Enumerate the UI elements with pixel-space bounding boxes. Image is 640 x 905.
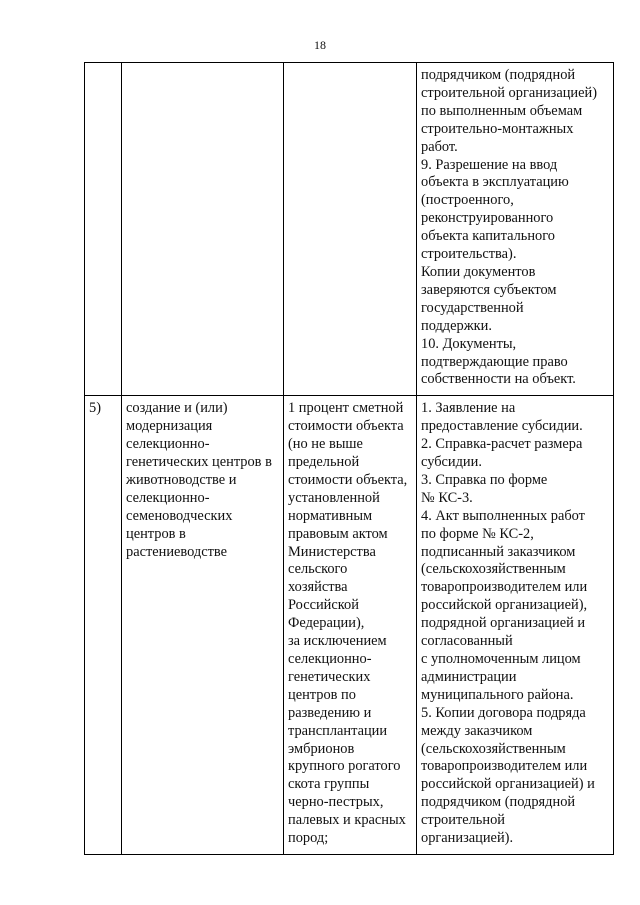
- rate-cell: [284, 396, 417, 855]
- activity-cell: [122, 396, 284, 855]
- row-number-cell: [85, 396, 122, 855]
- documents-text: подрядчиком (подрядной строительной организацией) по выполненным объемам строительно-монтажных работ. 9. Разрешение на ввод объекта в эксплуатацию (построенного, реконструированного объекта капитального строительства). Копии документов заверяются субъектом государственной поддержки. 10. Документы, подтверждающие право собственности на объект.: [421, 67, 597, 388]
- row-number-cell: [85, 63, 122, 396]
- row-number: 5): [89, 400, 101, 417]
- subsidy-table: [84, 62, 614, 855]
- activity-text: создание и (или) модернизация селекционно- генетических центров в животноводстве и селекционно- семеноводческих центров в растениеводстве: [126, 400, 272, 560]
- documents-cell: [417, 396, 614, 855]
- table-row: [85, 396, 614, 855]
- documents-text: 1. Заявление на предоставление субсидии. 2. Справка-расчет размера субсидии. 3. Справка по форме № КС-3. 4. Акт выполненных работ по форме № КС-2, подписанный заказчиком (сельскохозяйственным товаропроизводителем или российской организацией), подрядной организацией и согласованный с уполномоченным лицом администрации муниципального района. 5. Копии договора подряда между заказчиком (сельскохозяйственным товаропроизводителем или российской организацией) и подрядчиком (подрядной строительной организацией).: [421, 400, 595, 847]
- page-number: 18: [314, 38, 326, 52]
- rate-text: 1 процент сметной стоимости объекта (но не выше предельной стоимости объекта, установленной нормативным правовым актом Министерства сельского хозяйства Российской Федерации), за исключением селекционно- генетических центров по разведению и трансплантации эмбрионов крупного рогатого скота группы черно-пестрых, палевых и красных пород;: [288, 400, 408, 847]
- documents-cell: [417, 63, 614, 396]
- activity-cell: [122, 63, 284, 396]
- table-row: [85, 63, 614, 396]
- rate-cell: [284, 63, 417, 396]
